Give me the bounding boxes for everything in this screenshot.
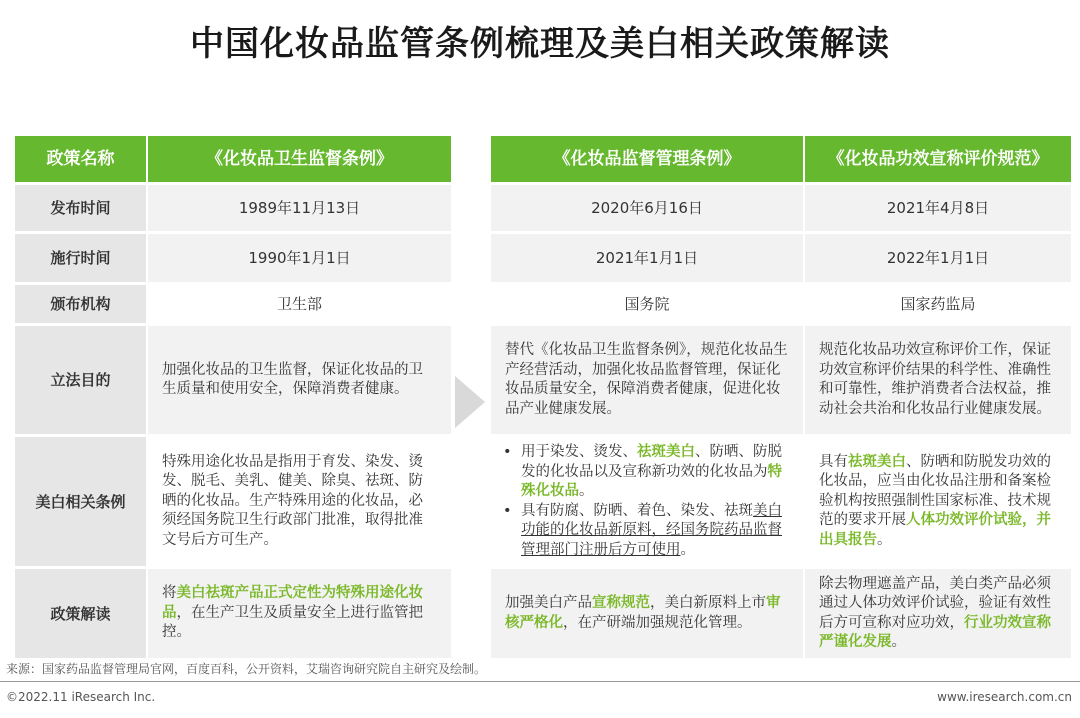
website-link[interactable]: www.iresearch.com.cn [937,690,1072,704]
whitening-col2 [491,437,803,566]
interpretation-col3 [805,569,1071,658]
purpose-col1: 加强化妆品的卫生监督，保证化妆品的卫生质量和使用安全，保障消费者健康。 [148,326,451,434]
purpose-col2: 替代《化妆品卫生监督条例》，规范化妆品生产经营活动，加强化妆品监督管理，保证化妆品质量安全，保障消费者健康，促进化妆品产业健康发展。 [491,326,803,434]
row-label-interpretation: 政策解读 [15,569,146,658]
release-date-col3: 2021年4月8日 [805,185,1071,231]
header-regulation-2021: 《化妆品功效宣称评价规范》 [805,136,1071,182]
whitening-col2-bullet-1: • 用于染发、烫发、祛斑美白、防晒、防脱发的化妆品以及宣称新功效的化妆品为特殊化妆品。 [499,443,795,502]
agency-col3: 国家药监局 [805,285,1071,323]
interpretation-col2 [491,569,803,658]
page-title: 中国化妆品监管条例梳理及美白相关政策解读 [190,24,890,64]
interpretation-col1-text: 将美白祛斑产品正式定性为特殊用途化妆品，在生产卫生及质量安全上进行监管把控。 [162,585,423,641]
agency-col2: 国务院 [491,285,803,323]
effective-date-col2: 2021年1月1日 [491,234,803,282]
row-label-effective-date: 施行时间 [15,234,146,282]
agency-col1: 卫生部 [148,285,451,323]
header-policy-name-label: 政策名称 [15,136,146,182]
whitening-col1: 特殊用途化妆品是指用于育发、染发、烫发、脱毛、美乳、健美、除臭、祛斑、防晒的化妆品。生产特殊用途的化妆品，必须经国务院卫生行政部门批准，取得批准文号后方可生产。 [148,437,451,566]
effective-date-col1: 1990年1月1日 [148,234,451,282]
footer-divider [0,681,1080,682]
release-date-col2: 2020年6月16日 [491,185,803,231]
interpretation-col2-text: 加强美白产品宣称规范，美白新原料上市审核严格化，在产研端加强规范化管理。 [505,595,781,631]
interpretation-col3-text: 除去物理遮盖产品，美白类产品必须通过人体功效评价试验，验证有效性后方可宣称对应功效，行业功效宣称严谨化发展。 [819,575,1051,650]
source-note: 来源：国家药品监督管理局官网，百度百科，公开资料，艾瑞咨询研究院自主研究及绘制。 [6,662,487,676]
purpose-col3: 规范化妆品功效宣称评价工作，保证功效宣称评价结果的科学性、准确性和可靠性，维护消费者合法权益，推动社会共治和化妆品行业健康发展。 [805,326,1071,434]
header-regulation-1989: 《化妆品卫生监督条例》 [148,136,451,182]
copyright: ©2022.11 iResearch Inc. [6,690,156,704]
whitening-col2-list [499,443,795,560]
row-label-purpose: 立法目的 [15,326,146,434]
effective-date-col3: 2022年1月1日 [805,234,1071,282]
transition-arrow-icon [455,376,485,428]
whitening-col3 [805,437,1071,566]
row-label-agency: 颁布机构 [15,285,146,323]
whitening-col3-text: 具有祛斑美白、防晒和防脱发功效的化妆品，应当由化妆品注册和备案检验机构按照强制性国家标准、技术规范的要求开展人体功效评价试验，并出具报告。 [819,453,1051,548]
header-regulation-2020: 《化妆品监督管理条例》 [491,136,803,182]
release-date-col1: 1989年11月13日 [148,185,451,231]
interpretation-col1 [148,569,451,658]
row-label-whitening: 美白相关条例 [15,437,146,566]
row-label-release-date: 发布时间 [15,185,146,231]
whitening-col2-bullet-2: • 具有防腐、防晒、着色、染发、祛斑美白功能的化妆品新原料，经国务院药品监督管理部门注册后方可使用。 [499,502,795,561]
